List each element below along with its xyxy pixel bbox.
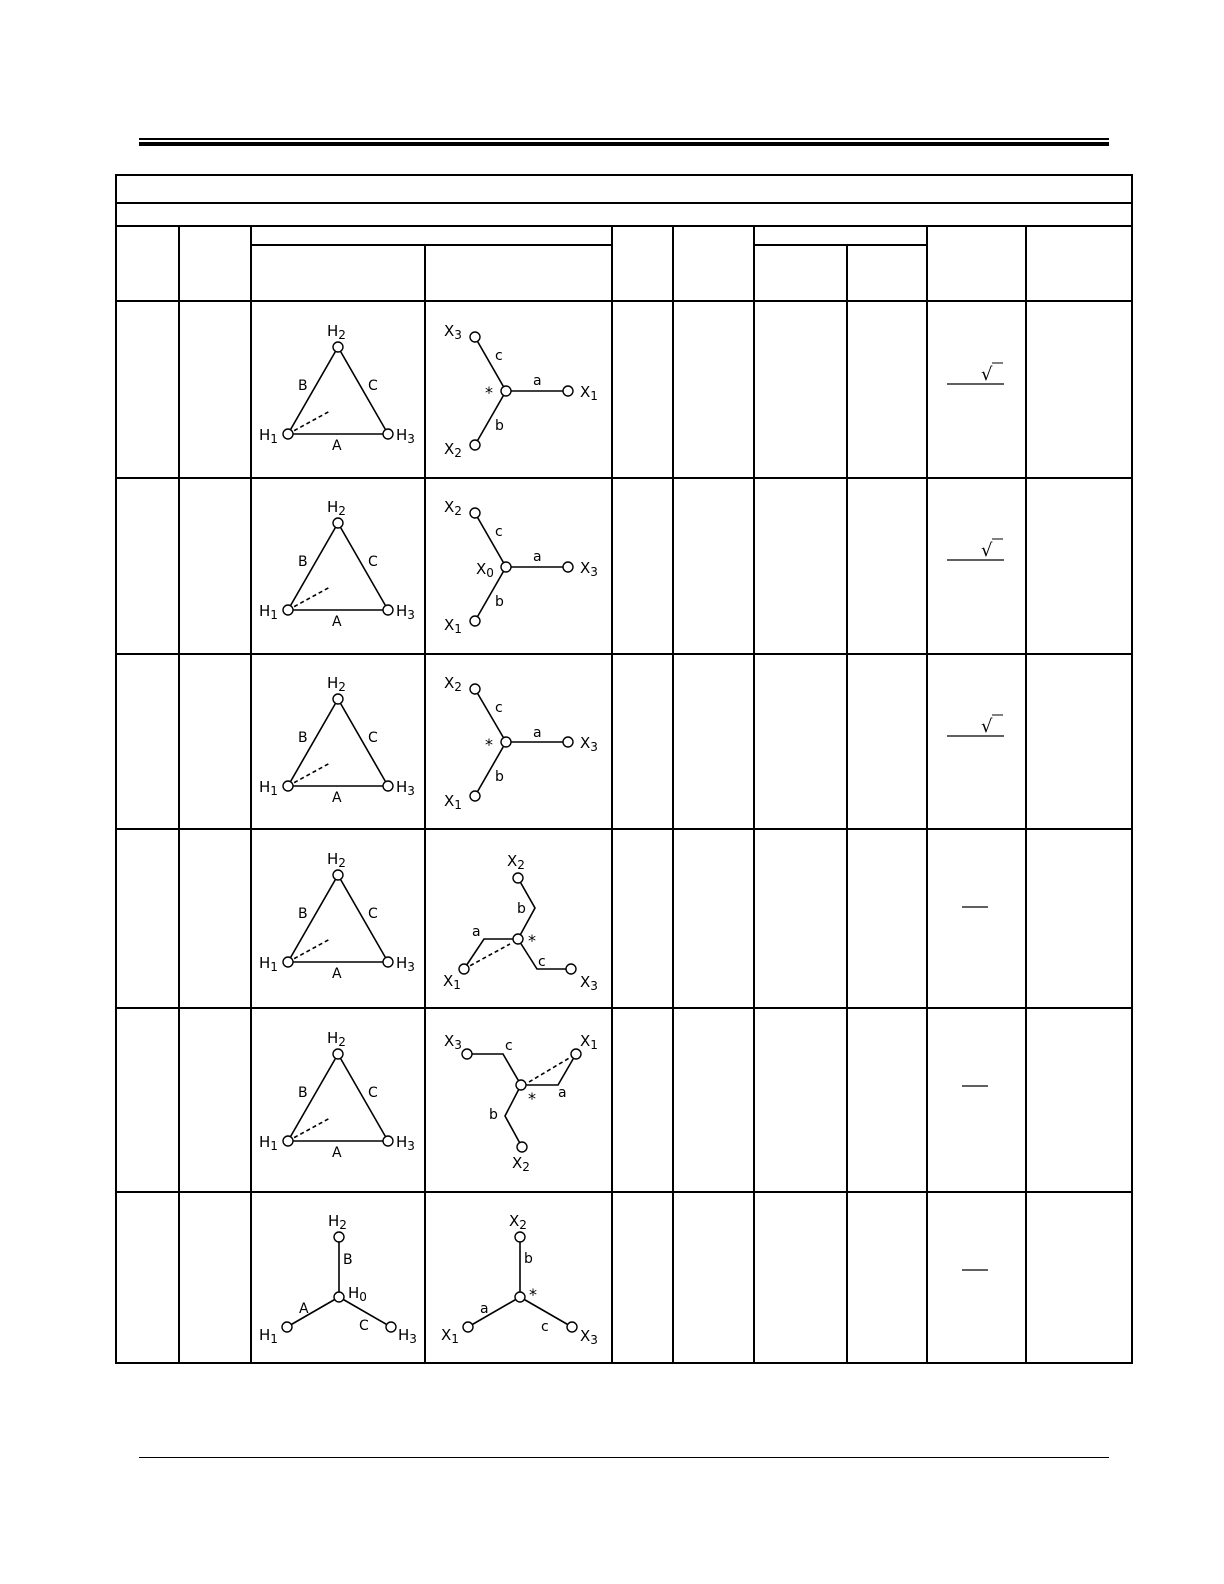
h2-label: $H_2$ (327, 1029, 346, 1049)
h3-label: $H_3$ (398, 1326, 417, 1346)
neutral-label: * (485, 383, 493, 402)
lv-wye-diagram (441, 1212, 598, 1347)
winding-b-label: b (495, 418, 504, 434)
x3-label: $X_3$ (580, 559, 598, 579)
x1-terminal-icon (459, 964, 469, 974)
x1-label: $X_1$ (580, 1032, 598, 1052)
x1-terminal-icon (571, 1049, 581, 1059)
x2-terminal-icon (470, 684, 480, 694)
winding-a-label: A (332, 614, 342, 630)
winding-b-label: b (489, 1107, 498, 1123)
neutral-label: * (528, 1089, 536, 1108)
neutral-node-icon (516, 1080, 526, 1090)
x2-terminal-icon (470, 440, 480, 450)
x3-terminal-icon (462, 1049, 472, 1059)
x1-terminal-icon (470, 791, 480, 801)
h1-label: $H_1$ (259, 778, 278, 798)
row-5 (259, 1029, 988, 1174)
x3-terminal-icon (563, 562, 573, 572)
neutral-label: $X_0$ (476, 560, 494, 580)
x1-label: $X_1$ (444, 616, 462, 636)
x2-label: $X_2$ (509, 1212, 527, 1232)
h1-terminal-icon (283, 781, 293, 791)
sqrt-icon: √ (981, 716, 993, 737)
x2-label: $X_2$ (444, 674, 462, 694)
x1-terminal-icon (470, 616, 480, 626)
note-radical (947, 539, 1004, 561)
winding-a-label: a (533, 725, 542, 741)
hv-delta-diagram (259, 498, 415, 630)
h1-terminal-icon (282, 1322, 292, 1332)
winding-b-label: b (495, 594, 504, 610)
sqrt-icon: √ (981, 364, 993, 385)
h3-terminal-icon (383, 781, 393, 791)
row-3 (259, 674, 1004, 812)
neutral-node-icon (501, 386, 511, 396)
winding-c-label: c (505, 1038, 513, 1054)
h2-label: $H_2$ (328, 1212, 347, 1232)
h1-label: $H_1$ (259, 602, 278, 622)
x1-label: $X_1$ (580, 383, 598, 403)
winding-b-label: B (343, 1252, 353, 1268)
note-radical (947, 715, 1004, 737)
winding-c-label: c (495, 524, 503, 540)
h2-label: $H_2$ (327, 322, 346, 342)
lv-zigzag-diagram (443, 852, 598, 993)
winding-b-label: b (524, 1251, 533, 1267)
winding-c-label: C (368, 554, 378, 570)
neutral-label: * (529, 1285, 537, 1304)
winding-b-label: B (298, 906, 308, 922)
winding-a-label: a (558, 1085, 567, 1101)
h2-terminal-icon (333, 870, 343, 880)
x3-terminal-icon (567, 1322, 577, 1332)
h3-terminal-icon (383, 429, 393, 439)
h3-terminal-icon (383, 605, 393, 615)
winding-c-label: C (359, 1318, 369, 1334)
winding-b-label: b (495, 769, 504, 785)
h2-label: $H_2$ (327, 674, 346, 694)
winding-a-label: a (533, 549, 542, 565)
h3-label: $H_3$ (396, 954, 415, 974)
hv-delta-diagram (259, 850, 415, 982)
winding-a-label: a (472, 924, 481, 940)
winding-b-label: b (517, 901, 526, 917)
x3-label: $X_3$ (580, 1327, 598, 1347)
h1-label: $H_1$ (259, 954, 278, 974)
winding-c-label: c (495, 700, 503, 716)
h2-terminal-icon (333, 518, 343, 528)
winding-a-label: a (480, 1301, 489, 1317)
winding-b-label: B (298, 1085, 308, 1101)
h1-terminal-icon (283, 1136, 293, 1146)
winding-a-label: A (332, 966, 342, 982)
h2-terminal-icon (333, 342, 343, 352)
h0-neutral-icon (334, 1292, 344, 1302)
h2-terminal-icon (333, 694, 343, 704)
note-radical (947, 363, 1004, 385)
x2-label: $X_2$ (444, 440, 462, 460)
x3-terminal-icon (563, 737, 573, 747)
x3-label: $X_3$ (580, 973, 598, 993)
winding-a-label: A (332, 1145, 342, 1161)
winding-c-label: c (538, 954, 546, 970)
winding-a-label: A (332, 438, 342, 454)
row-4 (259, 850, 988, 993)
x1-terminal-icon (463, 1322, 473, 1332)
neutral-label: * (528, 931, 536, 950)
h3-label: $H_3$ (396, 1133, 415, 1153)
h2-label: $H_2$ (327, 498, 346, 518)
x2-terminal-icon (513, 873, 523, 883)
lv-wye-diagram (444, 322, 598, 460)
x3-label: $X_3$ (444, 322, 462, 342)
h3-terminal-icon (386, 1322, 396, 1332)
x1-terminal-icon (563, 386, 573, 396)
hv-wye-diagram (259, 1212, 417, 1346)
x3-terminal-icon (470, 332, 480, 342)
h1-terminal-icon (283, 429, 293, 439)
neutral-node-icon (501, 562, 511, 572)
winding-c-label: C (368, 378, 378, 394)
h1-label: $H_1$ (259, 426, 278, 446)
h1-terminal-icon (283, 957, 293, 967)
x2-label: $X_2$ (512, 1154, 530, 1174)
lv-wye-diagram (444, 674, 598, 812)
winding-a-label: a (533, 373, 542, 389)
x2-label: $X_2$ (507, 852, 525, 872)
hv-delta-diagram (259, 674, 415, 806)
winding-c-label: C (368, 906, 378, 922)
h1-label: $H_1$ (259, 1133, 278, 1153)
neutral-node-icon (501, 737, 511, 747)
h3-terminal-icon (383, 957, 393, 967)
winding-a-label: A (299, 1301, 309, 1317)
lv-zigzag-diagram (444, 1032, 598, 1174)
x2-terminal-icon (470, 508, 480, 518)
x1-label: $X_1$ (444, 792, 462, 812)
winding-b-label: B (298, 554, 308, 570)
h3-label: $H_3$ (396, 602, 415, 622)
row-2 (259, 498, 1004, 636)
winding-c-label: C (368, 1085, 378, 1101)
hv-delta-diagram (259, 1029, 415, 1161)
h1-terminal-icon (283, 605, 293, 615)
h3-label: $H_3$ (396, 778, 415, 798)
winding-b-label: B (298, 730, 308, 746)
x3-terminal-icon (566, 964, 576, 974)
h1-label: $H_1$ (259, 1326, 278, 1346)
winding-c-label: c (495, 348, 503, 364)
winding-b-label: B (298, 378, 308, 394)
neutral-label: * (485, 735, 493, 754)
sqrt-icon: √ (981, 540, 993, 561)
h2-terminal-icon (334, 1232, 344, 1242)
table-grid (116, 175, 1132, 1363)
x1-label: $X_1$ (441, 1326, 459, 1346)
h2-label: $H_2$ (327, 850, 346, 870)
hv-delta-diagram (259, 322, 415, 454)
x2-terminal-icon (515, 1232, 525, 1242)
x3-label: $X_3$ (444, 1032, 462, 1052)
x1-label: $X_1$ (443, 972, 461, 992)
row-6 (259, 1212, 988, 1347)
h3-terminal-icon (383, 1136, 393, 1146)
h3-label: $H_3$ (396, 426, 415, 446)
h0-label: $H_0$ (348, 1284, 367, 1304)
winding-a-label: A (332, 790, 342, 806)
h2-terminal-icon (333, 1049, 343, 1059)
x2-label: $X_2$ (444, 498, 462, 518)
winding-c-label: C (368, 730, 378, 746)
neutral-node-icon (513, 934, 523, 944)
winding-c-label: c (541, 1319, 549, 1335)
x2-terminal-icon (517, 1142, 527, 1152)
x3-label: $X_3$ (580, 734, 598, 754)
neutral-node-icon (515, 1292, 525, 1302)
row-1 (259, 322, 1004, 460)
lv-wye-diagram (444, 498, 598, 636)
